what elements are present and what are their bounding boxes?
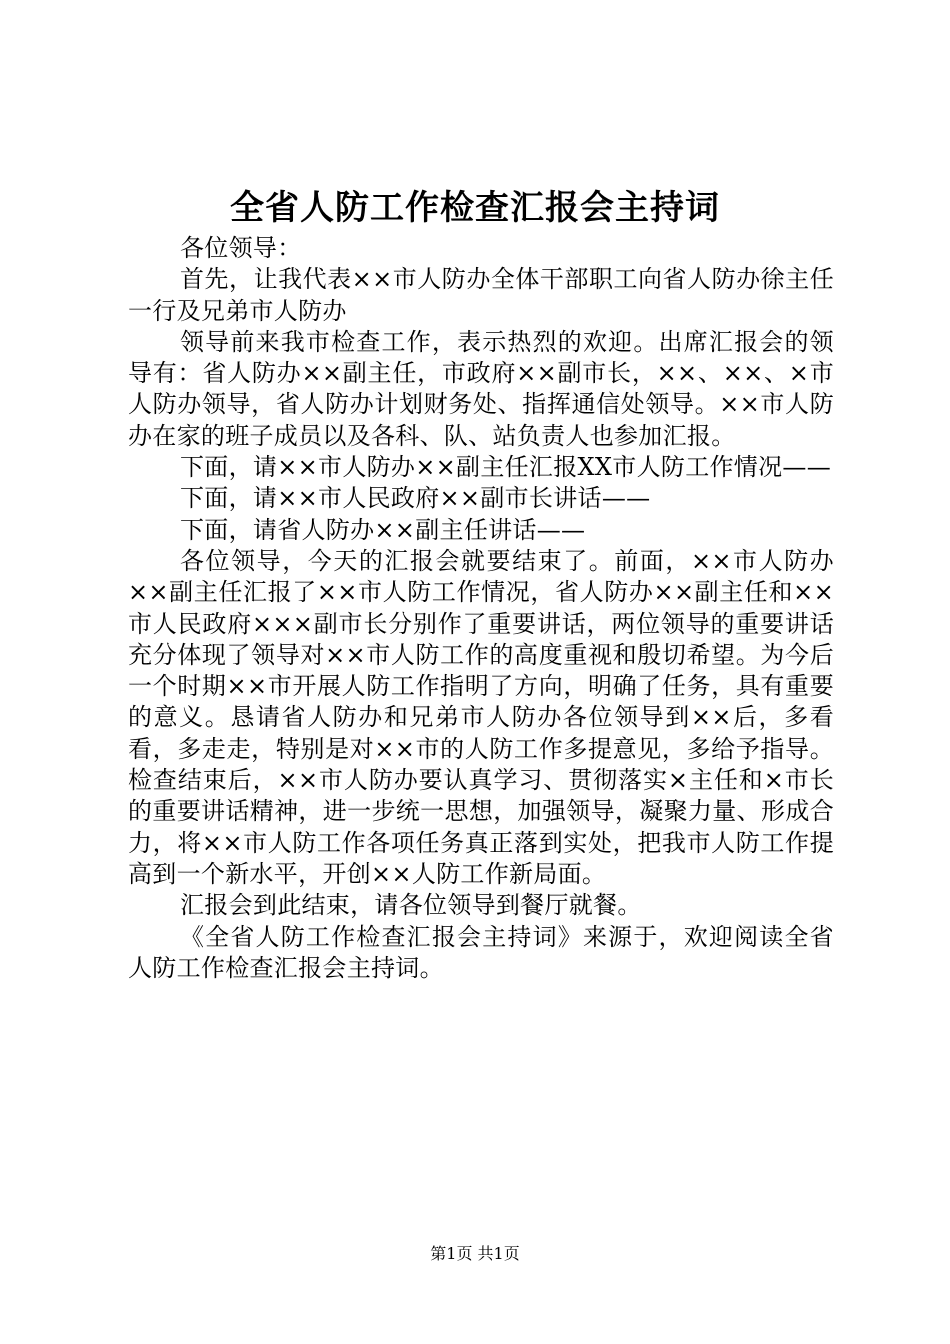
paragraph-source-note: 《全省人防工作检查汇报会主持词》来源于，欢迎阅读全省人防工作检查汇报会主持词。 — [128, 922, 834, 982]
paragraph-attendees: 领导前来我市检查工作，表示热烈的欢迎。出席汇报会的领导有：省人防办××副主任，市政府××副市长，××、××、×市人防办领导，省人防办计划财务处、指挥通信处领导。××市人防办在家的班子成员以及各科、队、站负责人也参加汇报。 — [128, 327, 834, 450]
paragraph-welcome-intro: 首先，让我代表××市人防办全体干部职工向省人防办徐主任一行及兄弟市人防办 — [128, 265, 834, 325]
paragraph-report-call: 下面，请××市人防办××副主任汇报XX市人防工作情况—— — [180, 453, 832, 482]
paragraph-director-speech-call: 下面，请省人防办××副主任讲话—— — [180, 515, 586, 544]
paragraph-mayor-speech-call: 下面，请××市人民政府××副市长讲话—— — [180, 484, 651, 513]
paragraph-meeting-end: 汇报会到此结束，请各位领导到餐厅就餐。 — [180, 891, 642, 920]
paragraph-salutation: 各位领导： — [180, 234, 302, 262]
document-body — [128, 233, 834, 984]
document-title: 全省人防工作检查汇报会主持词 — [230, 188, 720, 228]
paragraph-closing-summary: 各位领导，今天的汇报会就要结束了。前面，××市人防办××副主任汇报了××市人防工作情况，省人防办××副主任和××市人民政府×××副市长分别作了重要讲话，两位领导的重要讲话充分体现了领导对××市人防工作的高度重视和殷切希望。为今后一个时期××市开展人防工作指明了方向，明确了任务，具有重要的意义。恳请省人防办和兄弟市人防办各位领导到××后，多看看，多走走，特别是对××市的人防工作多提意见，多给予指导。检查结束后，××市人防办要认真学习、贯彻落实×主任和×市长的重要讲话精神，进一步统一思想，加强领导，凝聚力量、形成合力，将××市人防工作各项任务真正落到实处，把我市人防工作提高到一个新水平，开创××人防工作新局面。 — [128, 546, 834, 888]
page-number-footer: 第1页 共1页 — [430, 1244, 520, 1263]
